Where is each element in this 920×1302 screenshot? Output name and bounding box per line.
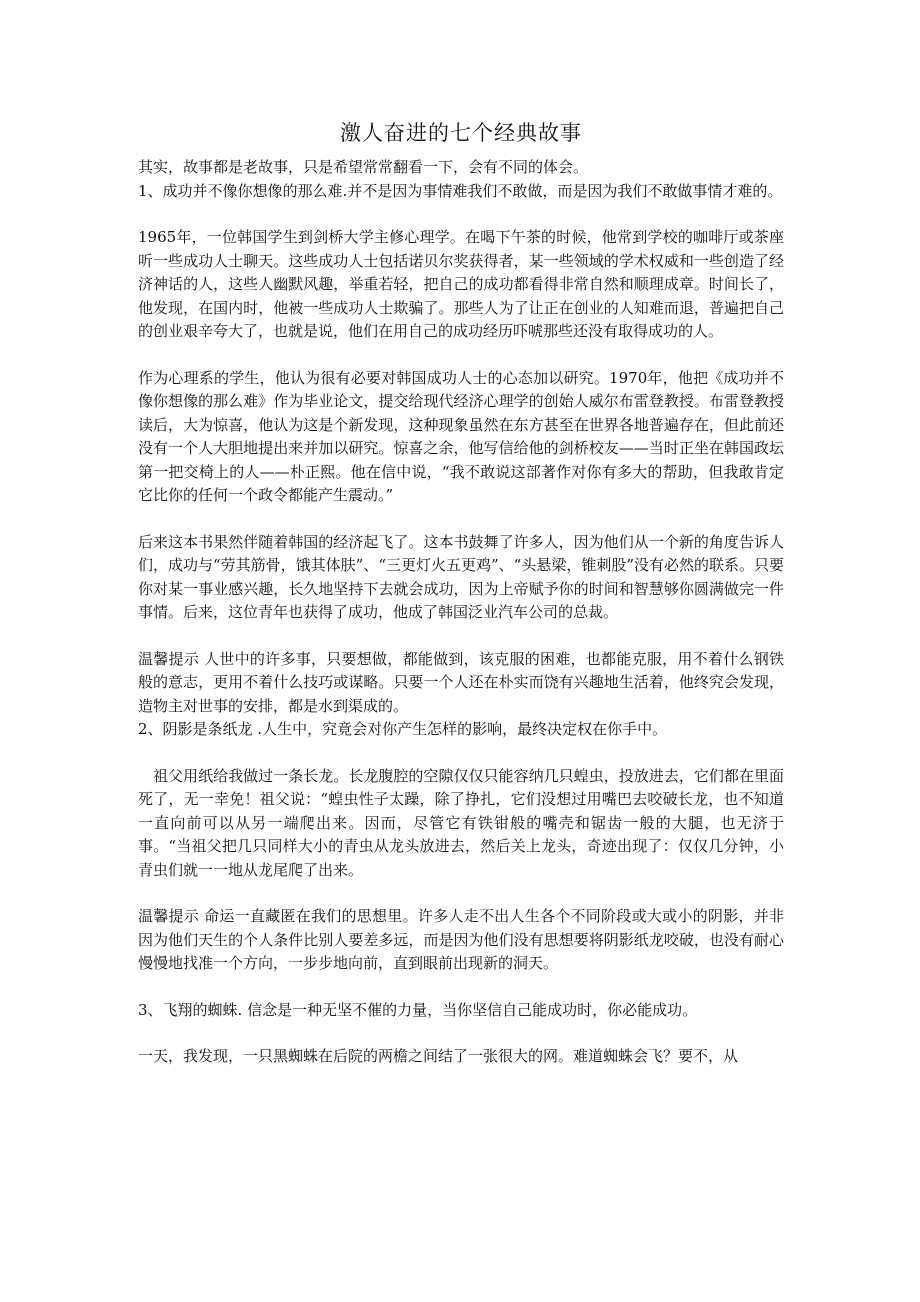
story-2-tip: 温馨提示 命运一直藏匿在我们的思想里。许多人走不出人生各个不同阶段或大或小的阴影，并非因为他们天生的个人条件比别人要差多远，而是因为他们没有思想要将阴影纸龙咬破，也没有耐心慢慢地找准一个方向，一步步地向前，直到眼前出现新的洞天。 <box>138 907 784 972</box>
document-title: 激人奋进的七个经典故事 <box>340 121 582 145</box>
story-1-heading: 1、成功并不像你想像的那么难.并不是因为事情难我们不敢做，而是因为我们不敢做事情才难的。 <box>138 181 783 200</box>
paragraph-gap <box>138 344 784 367</box>
story-1-paragraph-2: 作为心理系的学生，他认为很有必要对韩国成功人士的心态加以研究。1970年，他把《成功并不像你想像的那么难》作为毕业论文，提交给现代经济心理学的创始人威尔布雷登教授。布雷登教授读后，大为惊喜，他认为这是个新发现，这种现象虽然在东方甚至在世界各地普遍存在，但此前还没有一个人大胆地提出来并加以研究。惊喜之余，他写信给他的剑桥校友——当时正坐在韩国政坛第一把交椅上的人——朴正熙。他在信中说，“我不敢说这部著作对你有多大的帮助，但我敢肯定它比你的任何一个政令都能产生震动。” <box>138 368 784 504</box>
story-2-paragraph-1: 祖父用纸给我做过一条长龙。长龙腹腔的空隙仅仅只能容纳几只蝗虫，投放进去，它们都在里面死了，无一幸免！祖父说：“蝗虫性子太躁，除了挣扎，它们没想过用嘴巴去咬破长龙，也不知道一直向前可以从另一端爬出来。因而，尽管它有铁钳般的嘴壳和锯齿一般的大腿，也无济于事。“当祖父把几只同样大小的青虫从龙头放进去，然后关上龙头，奇迹出现了：仅仅几分钟，小青虫们就一一地从龙尾爬了出来。 <box>138 766 784 879</box>
story-1-paragraph-1: 1965年，一位韩国学生到剑桥大学主修心理学。在喝下午茶的时候，他常到学校的咖啡厅或茶座听一些成功人士聊天。这些成功人士包括诺贝尔奖获得者，某一些领域的学术权威和一些创造了经济神话的人，这些人幽默风趣，举重若轻，把自己的成功都看得非常自然和顺理成章。时间长了，他发现，在国内时，他被一些成功人士欺骗了。那些人为了让正在创业的人知难而退，普遍把自己的创业艰辛夸大了，也就是说，他们在用自己的成功经历吓唬那些还没有取得成功的人。 <box>138 228 784 340</box>
document-page <box>138 118 784 1069</box>
paragraph-gap <box>138 625 784 648</box>
paragraph-gap <box>138 882 784 905</box>
paragraph-gap <box>138 742 784 765</box>
story-2-heading: 2、阴影是条纸龙 .人生中，究竟会对你产生怎样的影响，最终决定权在你手中。 <box>138 720 668 738</box>
intro-paragraph: 其实，故事都是老故事，只是希望常常翻看一下，会有不同的体会。 <box>138 158 589 176</box>
story-3-heading: 3、飞翔的蜘蛛. 信念是一种无坚不催的力量，当你坚信自己能成功时，你必能成功。 <box>138 1000 698 1019</box>
paragraph-gap <box>138 1022 784 1045</box>
story-3-paragraph-1: 一天，我发现，一只黑蜘蛛在后院的两檐之间结了一张很大的网。难道蜘蛛会飞？要不，从 <box>138 1047 739 1065</box>
paragraph-gap <box>138 976 784 999</box>
story-1-tip: 温馨提示 人世中的许多事，只要想做，都能做到，该克服的困难，也都能克服，用不着什么钢铁般的意志，更用不着什么技巧或谋略。只要一个人还在朴实而饶有兴趣地生活着，他终究会发现，造物主对世事的安排，都是水到渠成的。 <box>138 649 784 715</box>
paragraph-gap <box>138 203 784 226</box>
story-1-paragraph-3: 后来这本书果然伴随着韩国的经济起飞了。这本书鼓舞了许多人，因为他们从一个新的角度告诉人们，成功与“劳其筋骨，饿其体肤”、“三更灯火五更鸡”、“头悬梁，锥刺股”没有必然的联系。只要你对某一事业感兴趣，长久地坚持下去就会成功，因为上帝赋予你的时间和智慧够你圆满做完一件事情。后来，这位青年也获得了成功，他成了韩国泛业汽车公司的总裁。 <box>138 532 785 621</box>
paragraph-gap <box>138 508 784 531</box>
